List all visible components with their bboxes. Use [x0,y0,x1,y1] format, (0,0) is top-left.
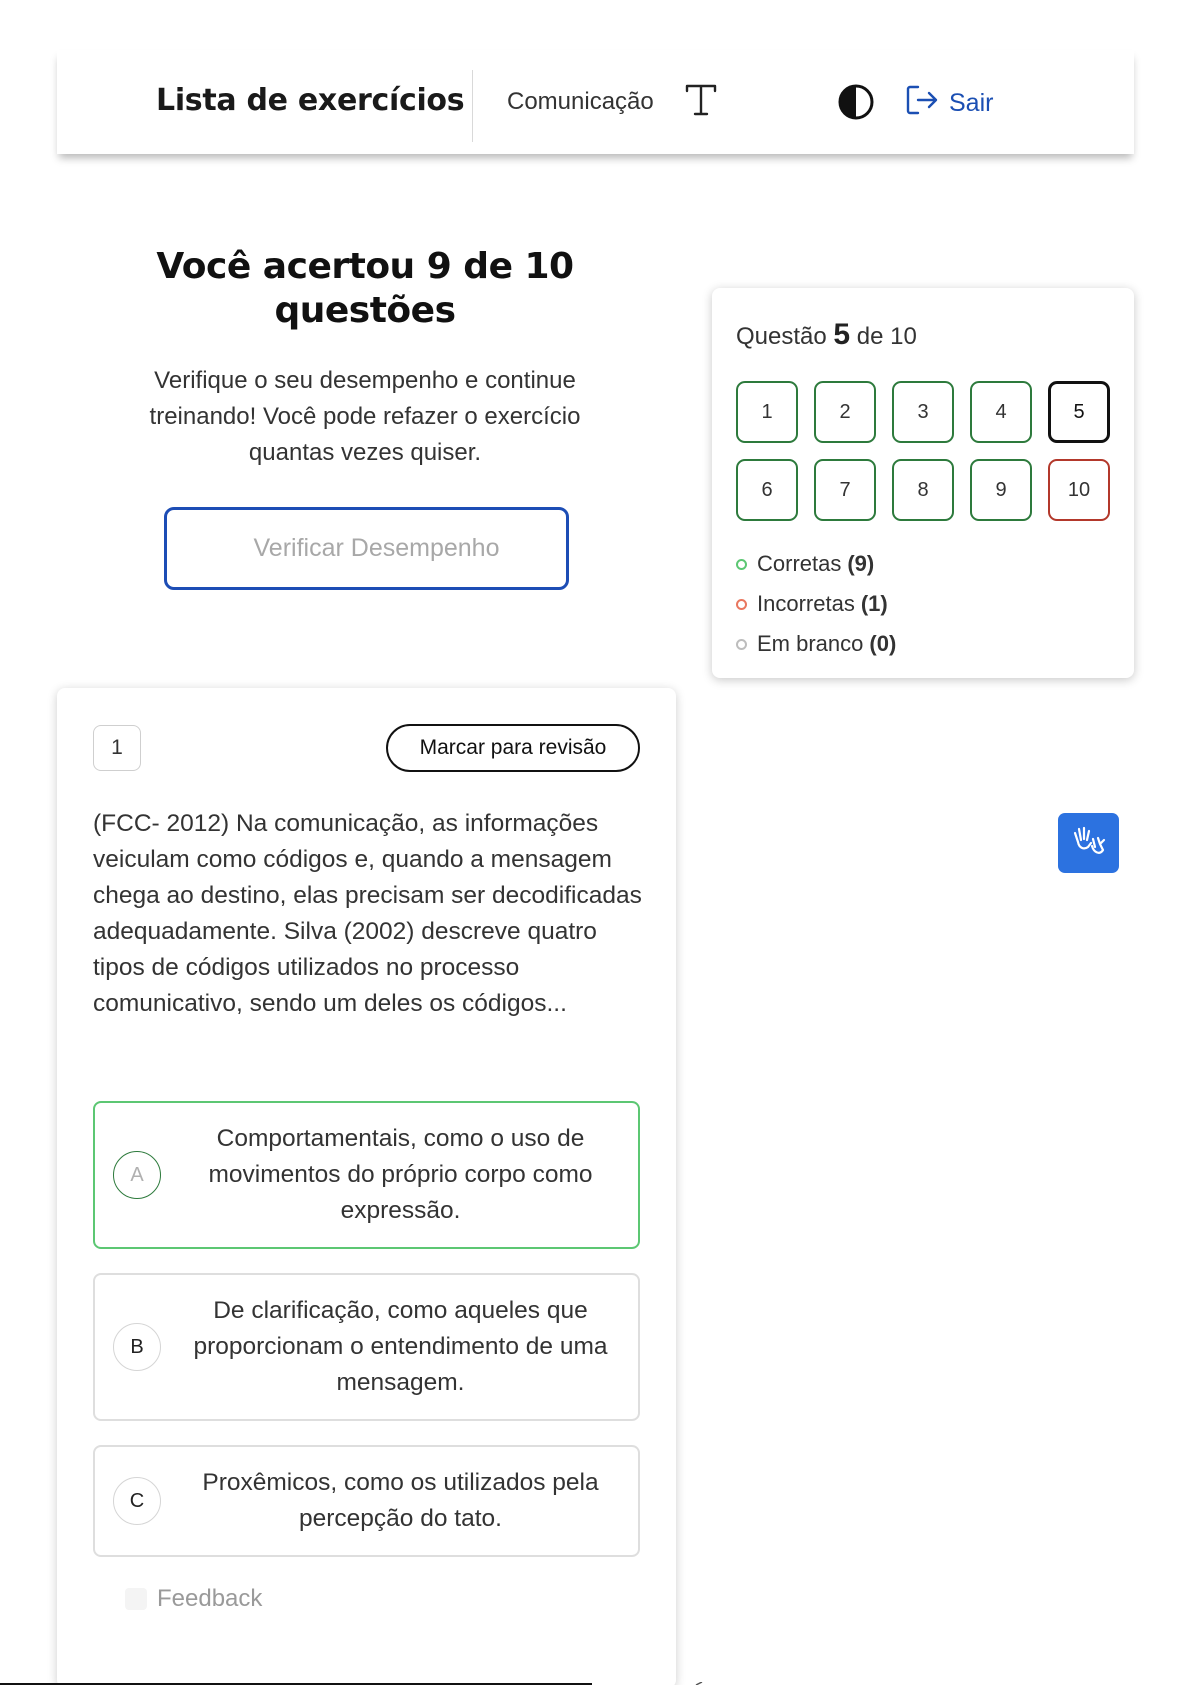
contrast-icon[interactable] [836,82,876,122]
legend-correct [736,544,896,584]
legend-blank [736,624,896,664]
option-a-text: Comportamentais, como o uso de movimentos do próprio corpo como expressão. [208,1125,593,1224]
legend-correct-label: Corretas [757,551,842,576]
feedback-toggle[interactable] [125,1585,262,1613]
legend-incorrect-label: Incorretas [757,591,855,616]
feedback-label: Feedback [157,1585,263,1612]
navigator-current: 5 [833,318,851,351]
option-c[interactable] [93,1445,640,1557]
option-c-text: Proxêmicos, como os utilizados pela percepção do tato. [202,1469,599,1532]
result-description: Verifique o seu desempenho e continue treinando! Você pode refazer o exercício quantas vezes quiser. [149,367,581,466]
legend-correct-count: (9) [847,551,875,576]
feedback-icon [125,1588,147,1610]
status-legend [736,544,896,664]
option-b-text: De clarificação, como aqueles que proporcionam o entendimento de uma mensagem. [193,1297,608,1396]
option-a[interactable] [93,1101,640,1249]
question-button-6[interactable]: 6 [736,459,798,521]
correct-dot-icon [736,559,747,570]
question-button-2[interactable]: 2 [814,381,876,443]
result-title: Você acertou 9 de 10 questões [156,246,574,331]
question-grid [736,381,1110,521]
legend-blank-label: Em branco [757,631,864,656]
course-name: Comunicação [507,88,654,115]
question-button-8[interactable]: 8 [892,459,954,521]
font-size-icon[interactable] [683,80,719,120]
logout-icon [905,84,939,123]
question-number: 1 [93,725,141,771]
question-button-1[interactable]: 1 [736,381,798,443]
question-navigator [712,288,1134,678]
logout-button[interactable] [905,84,993,123]
blank-dot-icon [736,639,747,650]
option-a-letter: A [113,1151,161,1199]
question-button-10[interactable]: 10 [1048,459,1110,521]
option-b[interactable] [93,1273,640,1421]
header-divider [472,70,473,142]
question-button-5[interactable]: 5 [1048,381,1110,443]
legend-incorrect-count: (1) [860,591,888,616]
question-card [57,688,676,1685]
sign-language-button[interactable] [1058,813,1119,873]
navigator-heading [736,318,917,352]
mark-for-review-button[interactable]: Marcar para revisão [386,724,640,772]
option-b-letter: B [113,1323,161,1371]
logout-label: Sair [949,89,994,117]
question-text: (FCC- 2012) Na comunicação, as informações veiculam como códigos e, quando a mensagem chega ao destino, elas precisam ser decodificadas adequadamente. Silva (2002) descreve quatro tipos de códigos utilizados no processo comunicativo, sendo um deles os códigos... [93,810,642,1017]
top-header [57,50,1134,154]
navigator-label-prefix: Questão [736,323,827,350]
legend-blank-count: (0) [869,631,897,656]
question-button-9[interactable]: 9 [970,459,1032,521]
question-button-4[interactable]: 4 [970,381,1032,443]
question-button-7[interactable]: 7 [814,459,876,521]
navigator-label-suffix: de 10 [856,323,917,350]
incorrect-dot-icon [736,599,747,610]
sign-language-icon [1070,822,1108,865]
verify-performance-button[interactable]: Verificar Desempenho [164,507,569,590]
option-c-letter: C [113,1477,161,1525]
page-title: Lista de exercícios [156,83,465,118]
legend-incorrect [736,584,896,624]
bottom-mark [632,1677,722,1685]
question-button-3[interactable]: 3 [892,381,954,443]
